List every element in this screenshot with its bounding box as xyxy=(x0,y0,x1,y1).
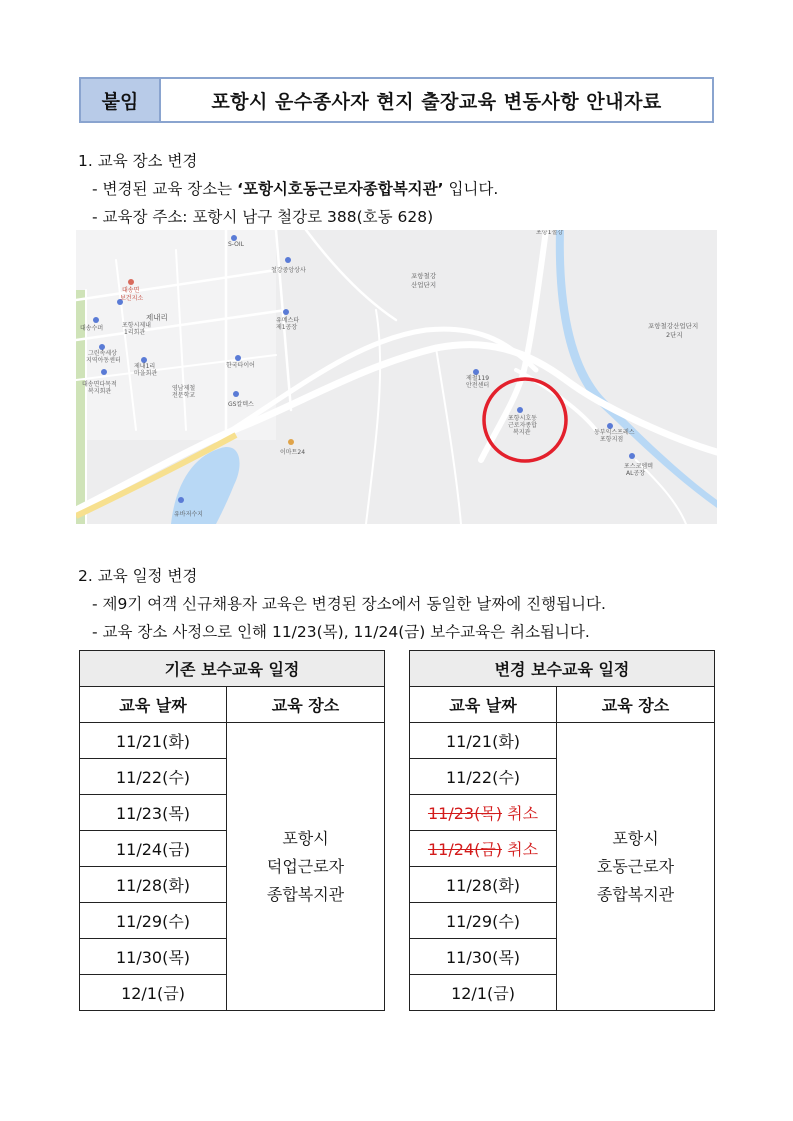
cancel-label: 취소 xyxy=(507,840,539,859)
svg-text:대송수퍼: 대송수퍼 xyxy=(80,325,104,332)
section1-line1 xyxy=(92,177,498,199)
svg-text:산업단지: 산업단지 xyxy=(411,281,437,289)
old-schedule-table xyxy=(79,650,385,1011)
place-line: 덕업근로자 xyxy=(266,856,345,876)
svg-text:철강중앙상사: 철강중앙상사 xyxy=(271,267,306,274)
table-cell-date: 11/22(수) xyxy=(410,759,557,795)
svg-text:제내리: 제내리 xyxy=(146,313,168,322)
svg-text:대송면다목적: 대송면다목적 xyxy=(82,381,117,388)
svg-text:제내1리: 제내1리 xyxy=(134,363,156,370)
new-col-date: 교육 날짜 xyxy=(410,687,557,723)
cancel-label: 취소 xyxy=(507,804,539,823)
svg-text:포항철강: 포항철강 xyxy=(411,272,437,280)
map-canvas xyxy=(76,230,717,524)
section1-line1-prefix: - 변경된 교육 장소는 xyxy=(92,180,238,198)
table-cell-date: 11/23(목) xyxy=(80,795,227,831)
section2-line2: - 교육 장소 사정으로 인해 11/23(목), 11/24(금) 보수교육은 취소됩니다. xyxy=(92,623,590,641)
cancelled-date: 11/24(금) xyxy=(427,840,503,859)
svg-text:포항철강산업단지: 포항철강산업단지 xyxy=(648,322,699,330)
table-cell-date: 12/1(금) xyxy=(410,975,557,1011)
page-header xyxy=(79,77,714,123)
cancelled-date-cell xyxy=(410,795,557,831)
section1-heading: 1. 교육 장소 변경 xyxy=(78,152,198,170)
place-line: 종합복지관 xyxy=(266,884,345,904)
place-line: 호동근로자 xyxy=(596,856,675,876)
page-title: 포항시 운수종사자 현지 출장교육 변동사항 안내자료 xyxy=(211,90,662,113)
cancelled-date-cell xyxy=(410,831,557,867)
cancelled-date: 11/23(목) xyxy=(427,804,503,823)
place-line: 포항시 xyxy=(612,828,659,848)
table-cell-date: 12/1(금) xyxy=(80,975,227,1011)
table-cell-date: 11/30(목) xyxy=(80,939,227,975)
svg-text:그린속세상: 그린속세상 xyxy=(88,350,117,357)
table-cell-date: 11/30(목) xyxy=(410,939,557,975)
svg-text:포항지점: 포항지점 xyxy=(600,436,624,443)
svg-text:전문학교: 전문학교 xyxy=(172,392,196,399)
place-line: 종합복지관 xyxy=(596,884,675,904)
table-cell-date: 11/29(수) xyxy=(410,903,557,939)
svg-text:복지관: 복지관 xyxy=(513,429,531,436)
section2-heading: 2. 교육 일정 변경 xyxy=(78,567,198,585)
svg-text:한국타이어: 한국타이어 xyxy=(226,362,255,369)
svg-text:GS칼텍스: GS칼텍스 xyxy=(228,401,254,408)
svg-text:제1공장: 제1공장 xyxy=(276,324,298,331)
place-line: 포항시 xyxy=(282,828,329,848)
svg-text:이마트24: 이마트24 xyxy=(280,449,306,456)
svg-text:대송면: 대송면 xyxy=(122,287,140,294)
new-schedule-table xyxy=(409,650,715,1011)
svg-text:2단지: 2단지 xyxy=(666,331,683,339)
new-col-place: 교육 장소 xyxy=(557,687,715,723)
old-place-cell xyxy=(227,723,385,1011)
table-cell-date: 11/29(수) xyxy=(80,903,227,939)
section1-address: - 교육장 주소: 포항시 남구 철강로 388(호동 628) xyxy=(92,208,434,226)
table-cell-date: 11/21(화) xyxy=(410,723,557,759)
svg-text:복지회관: 복지회관 xyxy=(88,388,112,395)
table-cell-date: 11/22(수) xyxy=(80,759,227,795)
svg-text:포스코엠텍: 포스코엠텍 xyxy=(624,463,653,470)
svg-text:근로자종합: 근로자종합 xyxy=(508,422,537,429)
venue-name: ‘포항시호동근로자종합복지관’ xyxy=(237,180,444,198)
svg-text:포항시호동: 포항시호동 xyxy=(508,415,537,422)
table-cell-date: 11/28(화) xyxy=(410,867,557,903)
svg-text:지역아동센터: 지역아동센터 xyxy=(86,357,121,364)
svg-text:AL공장: AL공장 xyxy=(626,470,646,477)
old-col-date: 교육 날짜 xyxy=(80,687,227,723)
old-table-caption: 기존 보수교육 일정 xyxy=(80,651,385,687)
table-cell-date: 11/28(화) xyxy=(80,867,227,903)
table-cell-date: 11/24(금) xyxy=(80,831,227,867)
new-table-caption: 변경 보수교육 일정 xyxy=(410,651,715,687)
svg-text:유바저수지: 유바저수지 xyxy=(174,511,203,518)
svg-text:영남제철: 영남제철 xyxy=(172,385,196,392)
svg-text:동부익스프레스: 동부익스프레스 xyxy=(594,429,635,436)
section2-line1: - 제9기 여객 신규채용자 교육은 변경된 장소에서 동일한 날짜에 진행됩니다. xyxy=(92,595,606,613)
location-map[interactable] xyxy=(76,230,717,524)
svg-text:제철119: 제철119 xyxy=(466,375,490,382)
svg-text:마을회관: 마을회관 xyxy=(134,370,158,377)
svg-text:보건지소: 보건지소 xyxy=(120,295,144,302)
map-label-soil: S-OIL xyxy=(228,241,244,248)
svg-text:1리회관: 1리회관 xyxy=(124,329,146,336)
attachment-tag: 붙임 xyxy=(81,79,161,121)
svg-text:포항시제내: 포항시제내 xyxy=(122,322,151,329)
section1-line1-suffix: 입니다. xyxy=(443,180,499,198)
table-cell-date: 11/21(화) xyxy=(80,723,227,759)
svg-text:유메스타: 유메스타 xyxy=(276,317,300,324)
new-place-cell xyxy=(557,723,715,1011)
svg-text:포항1철강: 포항1철강 xyxy=(536,230,564,236)
old-col-place: 교육 장소 xyxy=(227,687,385,723)
svg-text:안전센터: 안전센터 xyxy=(466,382,490,389)
